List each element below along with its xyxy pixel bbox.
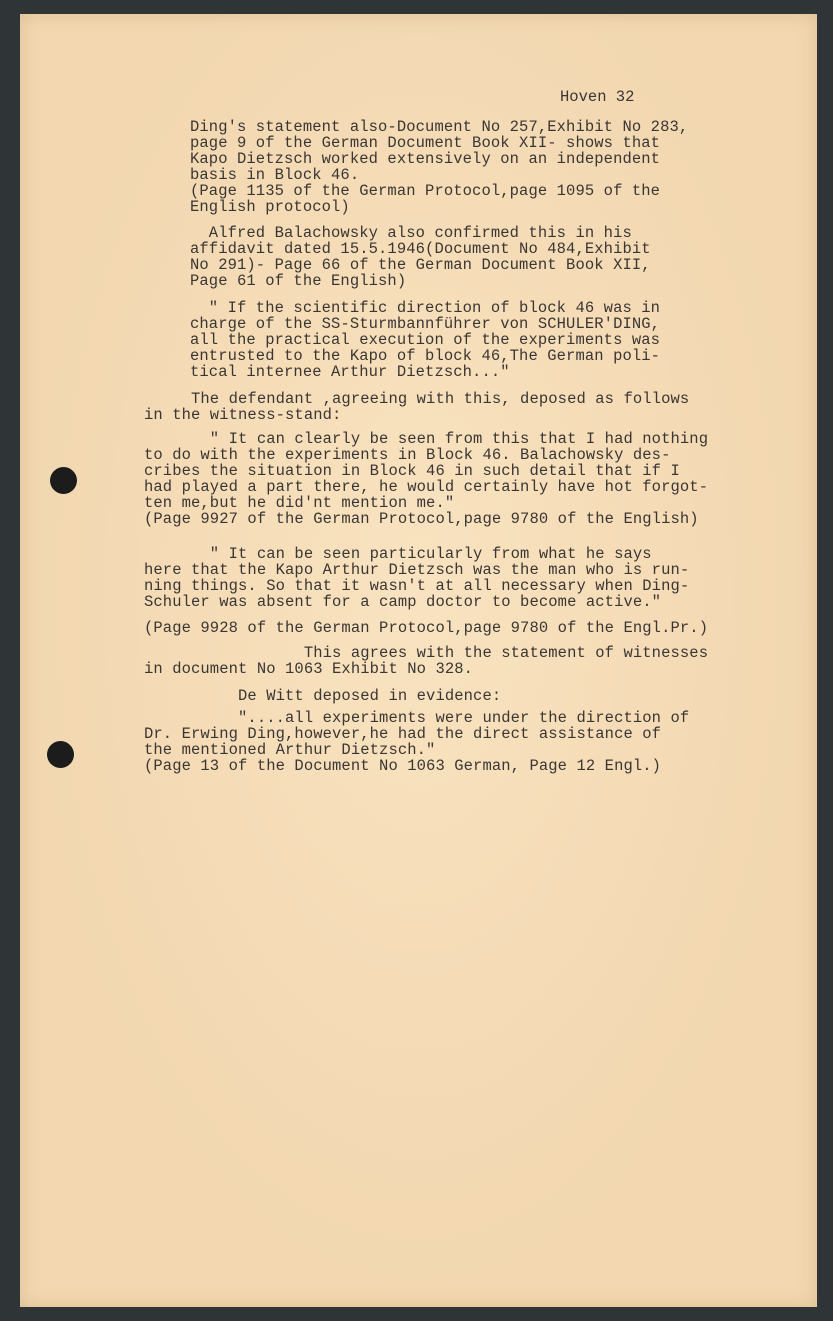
text-line: had played a part there, he would certainly have hot forgot- [144, 478, 709, 496]
text-line: Page 61 of the English) [190, 272, 407, 290]
text-line: (Page 13 of the Document No 1063 German, Page 12 Engl.) [144, 757, 662, 775]
page-header: Hoven 32 [560, 88, 635, 106]
text-line: " If the scientific direction of block 46 was in [190, 299, 661, 317]
text-line: in document No 1063 Exhibit No 328. [144, 660, 474, 678]
text-line: English protocol) [190, 198, 350, 216]
text-line: basis in Block 46. [190, 166, 360, 184]
text-line: " It can clearly be seen from this that I had nothing [144, 430, 709, 448]
paragraph-protocol-reference [144, 620, 708, 636]
text-line: Schuler was absent for a camp doctor to become active." [144, 593, 662, 611]
text-line: (Page 1135 of the German Protocol,page 1095 of the [190, 182, 661, 200]
text-line: charge of the SS-Sturmbannführer von SCHULER'DING, [190, 315, 661, 333]
paragraph-quote-block-46 [190, 300, 660, 380]
text-line: Kapo Dietzsch worked extensively on an independent [190, 150, 661, 168]
text-line: (Page 9927 of the German Protocol,page 9780 of the English) [144, 510, 699, 528]
paragraph-de-witt [144, 688, 501, 704]
text-line: here that the Kapo Arthur Dietzsch was the man who is run- [144, 561, 690, 579]
text-line: De Witt deposed in evidence: [144, 687, 502, 705]
text-line: affidavit dated 15.5.1946(Document No 484,Exhibit [190, 240, 651, 258]
paragraph-ding-statement [190, 119, 688, 215]
text-line: ning things. So that it wasn't at all necessary when Ding- [144, 577, 690, 595]
text-line: to do with the experiments in Block 46. Balachowsky des- [144, 446, 671, 464]
paragraph-balachowsky-affidavit [190, 225, 651, 289]
text-line: This agrees with the statement of witnesses [144, 644, 709, 662]
text-line: (Page 9928 of the German Protocol,page 9780 of the Engl.Pr.) [144, 619, 709, 637]
text-line: No 291)- Page 66 of the German Document Book XII, [190, 256, 651, 274]
text-line: all the practical execution of the experiments was [190, 331, 661, 349]
paragraph-quote-kapo-running [144, 546, 689, 610]
text-line: ten me,but he did'nt mention me." [144, 494, 455, 512]
paragraph-quote-experiments-direction [144, 710, 689, 774]
punch-hole-lower [47, 741, 74, 768]
punch-hole-upper [50, 467, 77, 494]
paragraph-defendant-deposition [144, 391, 689, 423]
text-line: the mentioned Arthur Dietzsch." [144, 741, 436, 759]
text-line: entrusted to the Kapo of block 46,The German poli- [190, 347, 661, 365]
text-line: cribes the situation in Block 46 in such detail that if I [144, 462, 680, 480]
text-line: Alfred Balachowsky also confirmed this in his [190, 224, 632, 242]
text-line: tical internee Arthur Dietzsch..." [190, 363, 510, 381]
paragraph-witness-statement [144, 645, 708, 677]
text-line: Ding's statement also-Document No 257,Exhibit No 283, [190, 118, 689, 136]
paragraph-quote-nothing-to-do [144, 431, 708, 527]
text-line: in the witness-stand: [144, 406, 342, 424]
text-line: The defendant ,agreeing with this, deposed as follows [144, 390, 690, 408]
text-line: "....all experiments were under the direction of [144, 709, 690, 727]
text-line: " It can be seen particularly from what he says [144, 545, 652, 563]
text-line: Dr. Erwing Ding,however,he had the direct assistance of [144, 725, 662, 743]
text-line: page 9 of the German Document Book XII- shows that [190, 134, 661, 152]
